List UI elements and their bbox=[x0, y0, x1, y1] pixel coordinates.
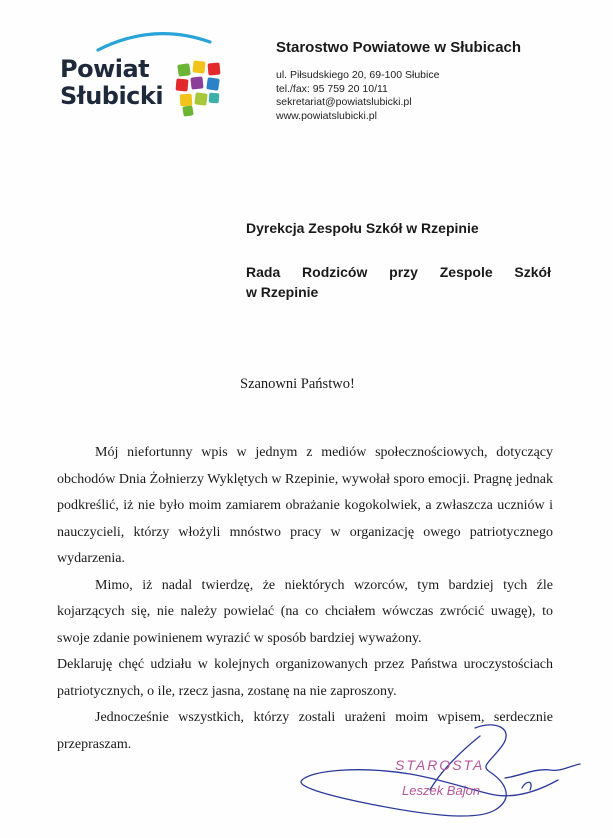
contact-block bbox=[276, 69, 439, 123]
email: sekretariat@powiatslubicki.pl bbox=[276, 96, 412, 108]
paragraph-4: Jednocześnie wszystkich, którzy zostali urażeni moim wpisem, serdecznie przepraszam. bbox=[57, 710, 553, 752]
address: ul. Piłsudskiego 20, 69-100 Słubice bbox=[276, 69, 440, 81]
powiat-logo bbox=[58, 28, 233, 123]
letter-body bbox=[57, 440, 553, 758]
logo-wordmark bbox=[60, 56, 163, 110]
logo-squares-icon bbox=[176, 60, 224, 116]
recipient-directorate: Dyrekcja Zespołu Szkół w Rzepinie bbox=[246, 220, 479, 236]
organization-name: Starostwo Powiatowe w Słubicach bbox=[276, 39, 522, 56]
handwritten-signature bbox=[290, 718, 590, 828]
paragraph-3: Deklaruję chęć udziału w kolejnych organizowanych przez Państwa uroczystościach patriotycznych, o ile, rzecz jasna, zostanę na nie zaproszony. bbox=[57, 657, 553, 699]
phone: tel./fax: 95 759 20 10/11 bbox=[276, 82, 388, 95]
stamp-name: Leszek Bajon bbox=[402, 783, 481, 798]
logo-line1: Powiat bbox=[60, 55, 150, 83]
paragraph-1: Mój niefortunny wpis w jednym z mediów społecznościowych, dotyczący obchodów Dnia Żołnierzy Wyklętych w Rzepinie, wywołał sporo emocji. Pragnę jednak podkreślić, iż nie było moim zamiarem obrażanie kogokolwiek, a zwłaszcza uczniów i nauczycieli, którzy włożyli mnóstwo pracy w organizację owego patriotycznego wydarzenia. bbox=[57, 445, 553, 566]
recipient-parents-council-line2: w Rzepinie bbox=[246, 284, 319, 300]
logo-line2: Słubicki bbox=[60, 82, 164, 110]
salutation: Szanowni Państwo! bbox=[240, 376, 355, 392]
website: www.powiatslubicki.pl bbox=[276, 109, 377, 122]
stamp-title: STAROSTA bbox=[395, 757, 485, 773]
paragraph-2: Mimo, iż nadal twierdzę, że niektórych wzorców, tym bardziej tych źle kojarzących się, nie należy powielać (na co chciałem wówczas zwrócić uwagę), to swoje zdanie powinienem wyrazić w sposób bardziej wyważony. bbox=[57, 577, 553, 646]
recipient-parents-council-line1: Rada Rodziców przy Zespole Szkół bbox=[246, 264, 551, 280]
